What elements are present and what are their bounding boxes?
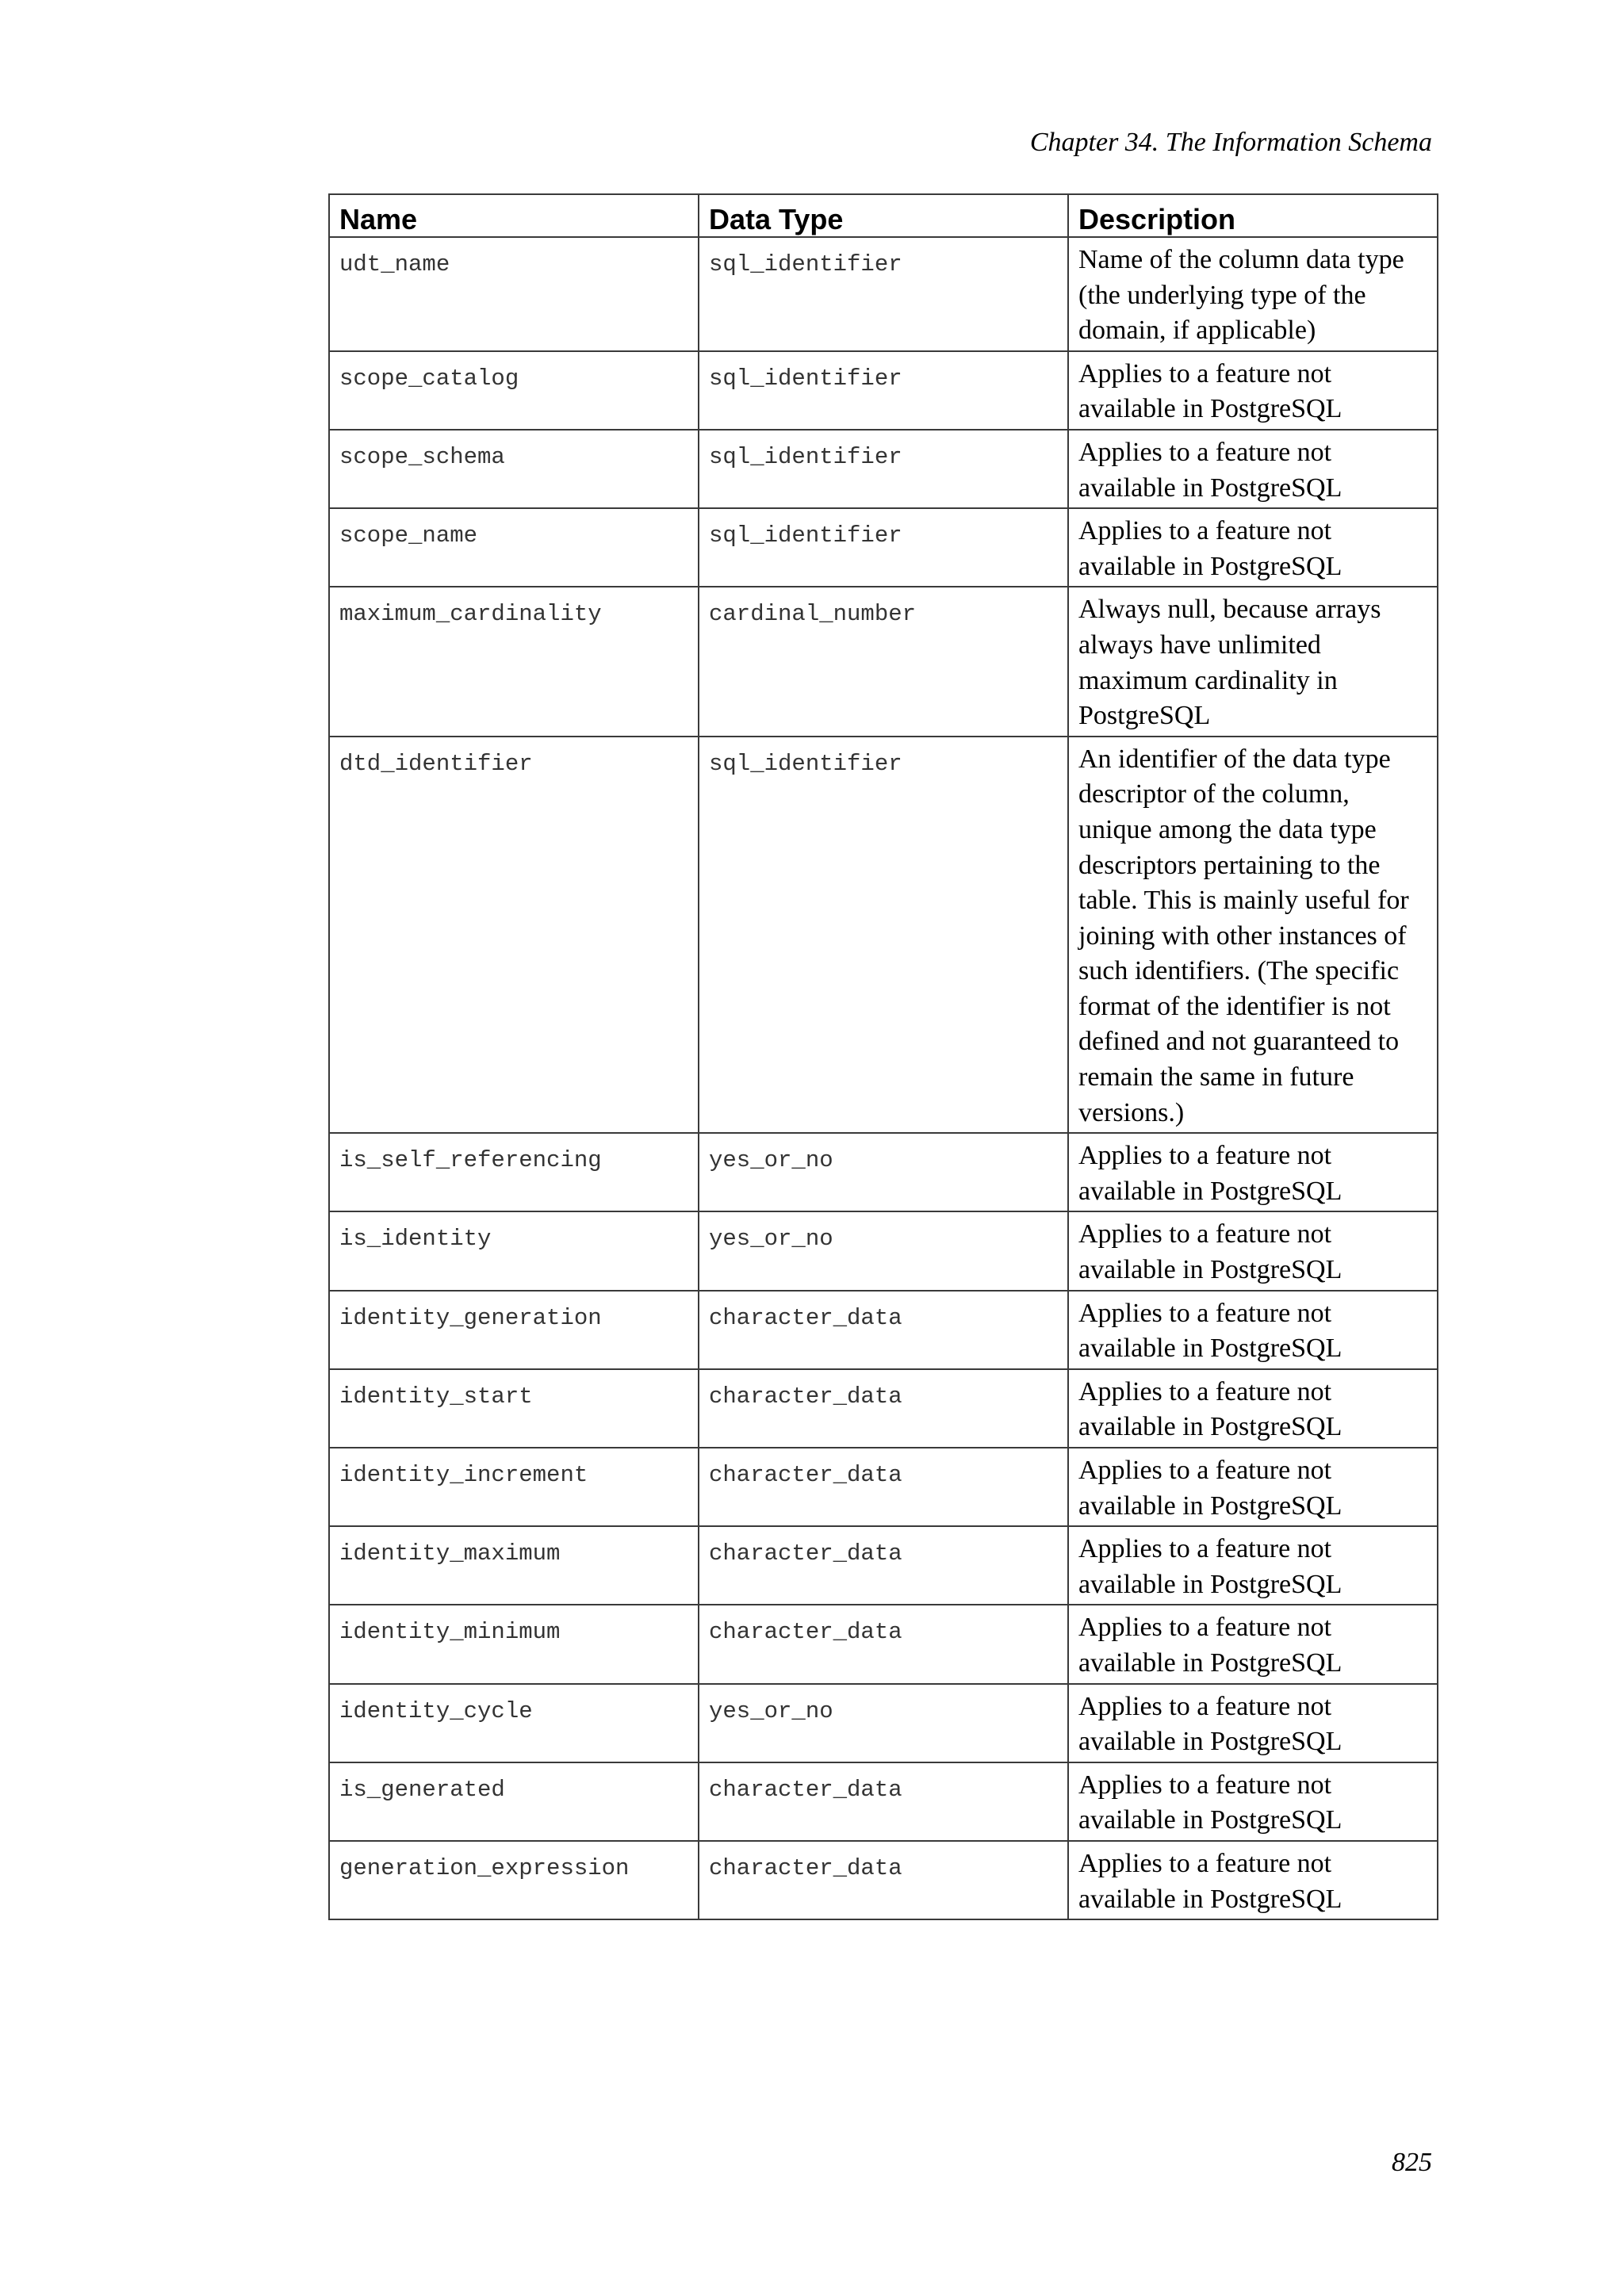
cell-data-type: cardinal_number <box>699 587 1068 736</box>
cell-name: maximum_cardinality <box>329 587 699 736</box>
cell-name: scope_catalog <box>329 351 699 430</box>
cell-description: Applies to a feature not available in PostgreSQL <box>1068 351 1438 430</box>
cell-description: Applies to a feature not available in PostgreSQL <box>1068 1841 1438 1919</box>
cell-description: Applies to a feature not available in PostgreSQL <box>1068 1133 1438 1211</box>
cell-description: Applies to a feature not available in PostgreSQL <box>1068 1369 1438 1448</box>
table-row <box>329 1762 1438 1841</box>
cell-name: identity_maximum <box>329 1526 699 1605</box>
table-row <box>329 351 1438 430</box>
cell-description: Applies to a feature not available in PostgreSQL <box>1068 1684 1438 1762</box>
table-row <box>329 508 1438 587</box>
table-row <box>329 737 1438 1134</box>
cell-data-type: sql_identifier <box>699 351 1068 430</box>
cell-description: Applies to a feature not available in PostgreSQL <box>1068 430 1438 508</box>
cell-name: is_self_referencing <box>329 1133 699 1211</box>
cell-description: An identifier of the data type descriptor of the column, unique among the data type descriptors pertaining to the table. This is mainly useful for joining with other instances of such identifiers. (The specific format of the identifier is not defined and not guaranteed to remain the same in future versions.) <box>1068 737 1438 1134</box>
cell-data-type: character_data <box>699 1841 1068 1919</box>
cell-description: Applies to a feature not available in PostgreSQL <box>1068 1448 1438 1526</box>
cell-description: Applies to a feature not available in PostgreSQL <box>1068 1291 1438 1369</box>
cell-data-type: character_data <box>699 1448 1068 1526</box>
header-data-type: Data Type <box>699 194 1068 237</box>
cell-description: Applies to a feature not available in PostgreSQL <box>1068 1762 1438 1841</box>
header-description: Description <box>1068 194 1438 237</box>
cell-description: Name of the column data type (the underlying type of the domain, if applicable) <box>1068 237 1438 351</box>
cell-data-type: sql_identifier <box>699 237 1068 351</box>
table-row <box>329 1448 1438 1526</box>
cell-data-type: character_data <box>699 1605 1068 1683</box>
table-row <box>329 1133 1438 1211</box>
table-row <box>329 1605 1438 1683</box>
table-row <box>329 587 1438 736</box>
cell-name: identity_cycle <box>329 1684 699 1762</box>
cell-description: Applies to a feature not available in PostgreSQL <box>1068 1526 1438 1605</box>
table-row <box>329 1211 1438 1290</box>
cell-data-type: sql_identifier <box>699 737 1068 1134</box>
cell-name: identity_increment <box>329 1448 699 1526</box>
table-header-row <box>329 194 1438 237</box>
cell-data-type: sql_identifier <box>699 508 1068 587</box>
cell-data-type: sql_identifier <box>699 430 1068 508</box>
running-header: Chapter 34. The Information Schema <box>1029 128 1432 157</box>
cell-description: Always null, because arrays always have unlimited maximum cardinality in PostgreSQL <box>1068 587 1438 736</box>
cell-name: udt_name <box>329 237 699 351</box>
cell-name: scope_name <box>329 508 699 587</box>
table-row <box>329 1291 1438 1369</box>
cell-data-type: yes_or_no <box>699 1684 1068 1762</box>
table-row <box>329 1369 1438 1448</box>
cell-name: scope_schema <box>329 430 699 508</box>
table-row <box>329 237 1438 351</box>
cell-description: Applies to a feature not available in PostgreSQL <box>1068 508 1438 587</box>
page-number: 825 <box>1392 2148 1432 2177</box>
cell-name: identity_generation <box>329 1291 699 1369</box>
cell-name: is_generated <box>329 1762 699 1841</box>
cell-data-type: yes_or_no <box>699 1211 1068 1290</box>
cell-data-type: yes_or_no <box>699 1133 1068 1211</box>
cell-data-type: character_data <box>699 1369 1068 1448</box>
table-row <box>329 1841 1438 1919</box>
cell-name: generation_expression <box>329 1841 699 1919</box>
cell-name: identity_minimum <box>329 1605 699 1683</box>
table-row <box>329 430 1438 508</box>
columns-attribute-table <box>328 193 1438 1920</box>
cell-data-type: character_data <box>699 1762 1068 1841</box>
cell-name: dtd_identifier <box>329 737 699 1134</box>
cell-data-type: character_data <box>699 1291 1068 1369</box>
header-name: Name <box>329 194 699 237</box>
cell-description: Applies to a feature not available in PostgreSQL <box>1068 1211 1438 1290</box>
cell-description: Applies to a feature not available in PostgreSQL <box>1068 1605 1438 1683</box>
table-row <box>329 1684 1438 1762</box>
cell-name: is_identity <box>329 1211 699 1290</box>
cell-name: identity_start <box>329 1369 699 1448</box>
cell-data-type: character_data <box>699 1526 1068 1605</box>
table-row <box>329 1526 1438 1605</box>
